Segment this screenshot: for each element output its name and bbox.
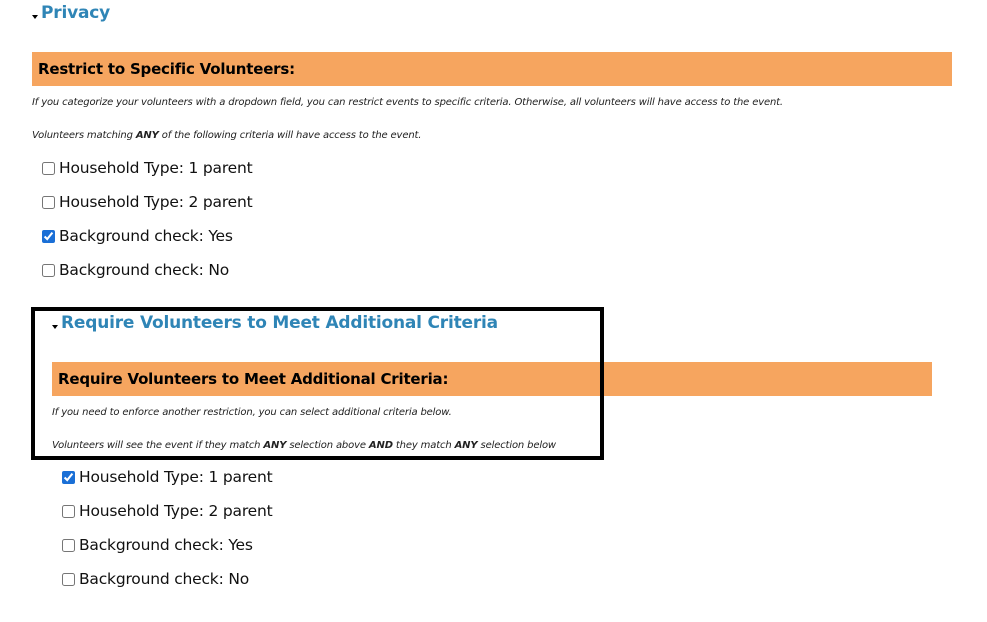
restrict-option-2[interactable] [42,192,253,212]
restrict-option-4[interactable] [42,260,229,280]
additional-heading: Require Volunteers to Meet Additional Criteria: [58,370,449,388]
additional-checkbox-2[interactable] [62,505,75,518]
additional-option-4[interactable] [62,569,249,589]
additional-option-label-2[interactable]: Household Type: 2 parent [79,502,273,520]
additional-note-1: If you need to enforce another restriction, you can select additional criteria below. [52,407,452,418]
restrict-note-1: If you categorize your volunteers with a dropdown field, you can restrict events to specific criteria. Otherwise, all volunteers will have access to the event. [32,97,783,108]
restrict-option-label-1[interactable]: Household Type: 1 parent [59,159,253,177]
restrict-header-band [32,52,952,86]
additional-option-label-1[interactable]: Household Type: 1 parent [79,468,273,486]
additional-checkbox-4[interactable] [62,573,75,586]
restrict-option-label-2[interactable]: Household Type: 2 parent [59,193,253,211]
restrict-checkbox-2[interactable] [42,196,55,209]
additional-checkbox-1[interactable] [62,471,75,484]
additional-option-1[interactable] [62,467,273,487]
caret-down-icon [32,15,38,19]
restrict-option-label-4[interactable]: Background check: No [59,261,230,279]
restrict-heading: Restrict to Specific Volunteers: [38,60,295,78]
restrict-checkbox-1[interactable] [42,162,55,175]
additional-option-label-3[interactable]: Background check: Yes [79,536,253,554]
additional-option-label-4[interactable]: Background check: No [79,570,250,588]
privacy-title: Privacy [41,3,110,23]
additional-option-3[interactable] [62,535,253,555]
restrict-option-1[interactable] [42,158,253,178]
additional-note-2: Volunteers will see the event if they match ANY selection above AND they match ANY selection below [52,440,556,451]
restrict-note-2: Volunteers matching ANY of the following criteria will have access to the event. [32,130,422,141]
caret-down-icon [52,325,58,329]
privacy-toggle[interactable] [32,3,110,23]
additional-checkbox-3[interactable] [62,539,75,552]
additional-header-band [52,362,932,396]
restrict-option-label-3[interactable]: Background check: Yes [59,227,233,245]
restrict-option-3[interactable] [42,226,233,246]
additional-criteria-toggle[interactable] [52,313,498,333]
restrict-checkbox-3[interactable] [42,230,55,243]
additional-option-2[interactable] [62,501,273,521]
additional-criteria-title: Require Volunteers to Meet Additional Criteria [61,313,498,333]
restrict-checkbox-4[interactable] [42,264,55,277]
